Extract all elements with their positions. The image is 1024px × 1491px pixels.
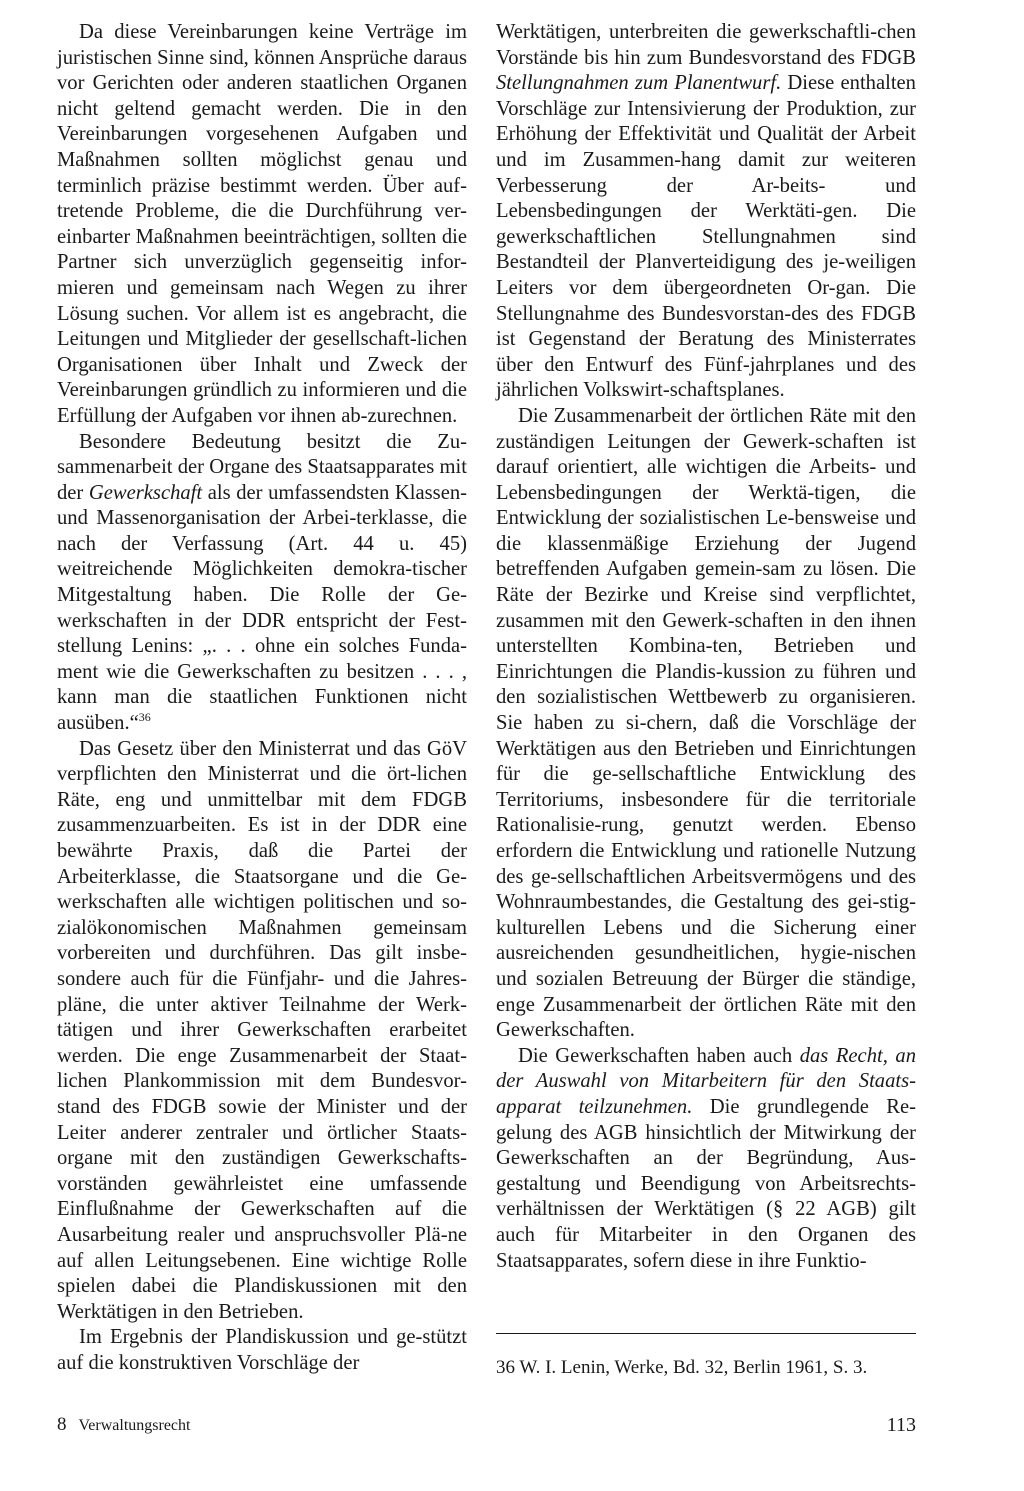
- emphasis-text: das Recht, an der Auswahl von Mitarbeitern für den Staats-apparat teilzunehmen.: [496, 1044, 916, 1118]
- text-run: als der umfassendsten Klassen- und Massenorganisation der Arbei-terklasse, die nach der Verfassung (Art. 44 u. 45) weitreichende Möglichkeiten demokra-tischer Mitgestaltung haben. Die Rolle der Ge-werkschaften in der DDR entspricht der Fest-stellung Lenins: „. . . ohne ein solches Funda-ment wie die Gewerkschaften zu besitzen . . . , kann man die staatlichen Funktionen nicht ausüben.“: [57, 481, 467, 735]
- signature-label: Verwaltungsrecht: [78, 1417, 191, 1434]
- text-run: Besondere Bedeutung besitzt die Zu-sammenarbeit der Organe des Staatsapparates mit der: [57, 430, 467, 504]
- paragraph: Da diese Vereinbarungen keine Verträge im juristischen Sinne sind, können Ansprüche daraus vor Gerichten oder anderen staatlichen Organen nicht geltend gemacht werden. Die in den Vereinbarungen vorgesehenen Aufgaben und Maßnahmen sollten möglichst genau und terminlich präzise bestimmt werden. Über auf-tretende Probleme, die die Durchführung ver-einbarter Maßnahmen beeinträchtigen, sollten die Partner sich unverzüglich gegenseitig infor-mieren und gemeinsam nach Wegen zu ihrer Lösung suchen. Vor allem ist es angebracht, die Leitungen und Mitglieder der gesellschaft-lichen Organisationen über Inhalt und Zweck der Vereinbarungen gründlich zu informieren und die Erfüllung der Aufgaben vor ihnen ab-zurechnen.: [57, 21, 467, 427]
- paragraph: [57, 430, 467, 737]
- emphasis-text: Gewerkschaft: [88, 481, 203, 504]
- printer-signature: [57, 1415, 190, 1436]
- emphasis-text: Stellungnahmen zum Planentwurf.: [496, 72, 782, 95]
- paragraph: Das Gesetz über den Ministerrat und das GöV verpflichten den Ministerrat und die ört-lichen Räte, eng und unmittelbar mit dem FDGB zusammenzuarbeiten. Es ist in der DDR eine bewährte Praxis, daß die Partei der Arbeiterklasse, die Staatsorgane und die Ge-werkschaften alle wichtigen politischen und so-zialökonomischen Maßnahmen gemeinsam vorbereiten und durchführen. Das gilt insbe-sondere auch für die Fünfjahr- und die Jahres-pläne, die unter aktiver Teilnahme der Werk-tätigen und ihrer Gewerkschaften erarbeitet werden. Die enge Zusammenarbeit der Staat-lichen Plankommission mit dem Bundesvor-stand des FDGB sowie der Minister und der Leiter anderer zentraler und örtlicher Staats-organe mit den zuständigen Gewerkschafts-vorständen gewährleistet eine umfassende Einflußnahme der Gewerkschaften auf die Ausarbeitung realer und anspruchsvoller Plä-ne auf allen Leitungsebenen. Eine wichtige Rolle spielen dabei die Plandiskussionen mit den Werktätigen in den Betrieben.: [57, 737, 467, 1323]
- paragraph: [496, 1044, 916, 1274]
- text-run: Die Gewerkschaften haben auch: [518, 1044, 800, 1067]
- paragraph: [496, 20, 916, 404]
- page-number: 113: [886, 1414, 916, 1436]
- text-run: Diese enthalten Vorschläge zur Intensivierung der Produktion, zur Erhöhung der Effektivität und Qualität der Arbeit und im Zusammen-hang damit zur weiteren Verbesserung der Ar-beits- und Lebensbedingungen der Werktäti-gen. Die gewerkschaftlichen Stellungnahmen sind Bestandteil der Planverteidigung des je-weiligen Leiters vor dem übergeordneten Or-gan. Die Stellungnahme des Bundesvorstan-des des FDGB ist Gegenstand der Beratung des Ministerrates über den Entwurf des Fünf-jahrplanes und des jährlichen Volkswirt-schaftsplanes.: [496, 72, 916, 402]
- footnote: 36 W. I. Lenin, Werke, Bd. 32, Berlin 1961, S. 3.: [496, 1357, 868, 1378]
- text-run: Die grundlegende Re-gelung des AGB hinsichtlich der Mitwirkung der Gewerkschaften an der Begründung, Aus-gestaltung und Beendigung von Arbeitsrechts-verhältnissen der Werktätigen (§ 22 AGB) gilt auch für Mitarbeiter in den Organen des Staatsapparates, sofern diese in ihre Funktio-: [496, 1095, 916, 1272]
- left-column: [57, 20, 467, 1376]
- text-run: Werktätigen, unterbreiten die gewerkschaftli-chen Vorstände bis hin zum Bundesvorstand des FDGB: [496, 21, 916, 69]
- paragraph: Die Zusammenarbeit der örtlichen Räte mit den zuständigen Leitungen der Gewerk-schaften ist darauf orientiert, alle wichtigen die Arbeits- und Lebensbedingungen der Werktä-tigen, die Entwicklung der sozialistischen Le-bensweise und die klassenmäßige Erziehung der Jugend betreffenden Aufgaben gemein-sam zu lösen. Die Räte der Bezirke und Kreise sind verpflichtet, zusammen mit den Gewerk-schaften in den ihnen unterstellten Kombina-ten, Betrieben und Einrichtungen die Plandis-kussion zu führen und den sozialistischen Wettbewerb zu organisieren. Sie haben zu si-chern, daß die Vorschläge der Werktätigen aus den Betrieben und Einrichtungen für die ge-sellschaftliche Entwicklung des Territoriums, insbesondere für die territoriale Rationalisie-rung, genutzt werden. Ebenso erfordern die Entwicklung und rationelle Nutzung des ge-sellschaftlichen Arbeitsvermögens und des Wohnraumbestandes, die Gestaltung des gei-stig-kulturellen Lebens und die Sicherung einer ausreichenden gesundheitlichen, hygie-nischen und sozialen Betreuung der Bürger die ständige, enge Zusammenarbeit der örtlichen Räte mit den Gewerkschaften.: [496, 404, 916, 1042]
- signature-number: 8: [57, 1414, 67, 1435]
- footnote-divider: [496, 1333, 916, 1334]
- footnote-marker: 36: [138, 710, 151, 725]
- paragraph: Im Ergebnis der Plandiskussion und ge-stützt auf die konstruktiven Vorschläge der: [57, 1326, 467, 1374]
- right-column: [496, 20, 916, 1274]
